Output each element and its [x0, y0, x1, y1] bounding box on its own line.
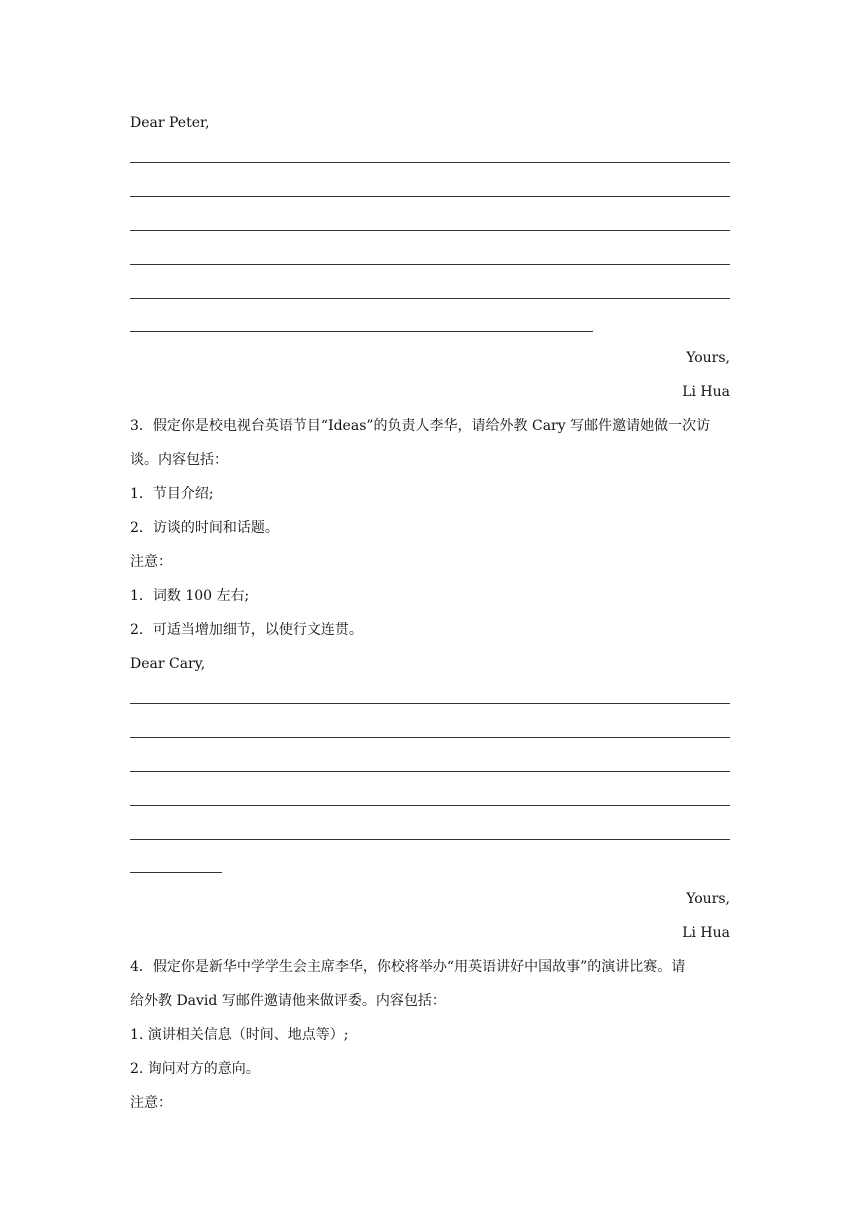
- writing-line: [130, 264, 730, 265]
- writing-line-short: [130, 872, 222, 873]
- writing-line: [130, 771, 730, 772]
- writing-line: [130, 298, 730, 299]
- writing-line: [130, 805, 730, 806]
- prompt-3-note-1: 1．词数 100 左右;: [130, 588, 250, 604]
- prompt-3-note-2: 2．可适当增加细节，以使行文连贯。: [130, 622, 363, 638]
- prompt-4-note-label: 注意：: [130, 1095, 172, 1111]
- writing-line-short: [130, 331, 593, 332]
- closing-yours: Yours,: [686, 891, 730, 907]
- writing-line: [130, 196, 730, 197]
- writing-line: [130, 703, 730, 704]
- writing-line: [130, 162, 730, 163]
- signature: Li Hua: [682, 925, 730, 941]
- prompt-4-line-1: 4．假定你是新华中学学生会主席李华，你校将举办“用英语讲好中国故事”的演讲比赛。请: [130, 959, 686, 975]
- signature: Li Hua: [682, 384, 730, 400]
- writing-line: [130, 839, 730, 840]
- prompt-4-line-2: 给外教 David 写邮件邀请他来做评委。内容包括：: [130, 993, 446, 1009]
- prompt-3-item-1: 1．节目介绍;: [130, 486, 214, 502]
- prompt-3-note-label: 注意：: [130, 554, 172, 570]
- writing-line: [130, 230, 730, 231]
- prompt-3-line-2: 谈。内容包括：: [130, 452, 228, 468]
- closing-yours: Yours,: [686, 350, 730, 366]
- greeting-cary: Dear Cary,: [130, 656, 206, 672]
- writing-line: [130, 737, 730, 738]
- greeting-peter: Dear Peter,: [130, 115, 210, 131]
- prompt-4-item-1: 1. 演讲相关信息（时间、地点等）;: [130, 1027, 349, 1043]
- prompt-3-item-2: 2．访谈的时间和话题。: [130, 520, 279, 536]
- prompt-3-line-1: 3．假定你是校电视台英语节目“Ideas”的负责人李华，请给外教 Cary 写邮件邀请她做一次访: [130, 418, 711, 434]
- prompt-4-item-2: 2. 询问对方的意向。: [130, 1061, 260, 1077]
